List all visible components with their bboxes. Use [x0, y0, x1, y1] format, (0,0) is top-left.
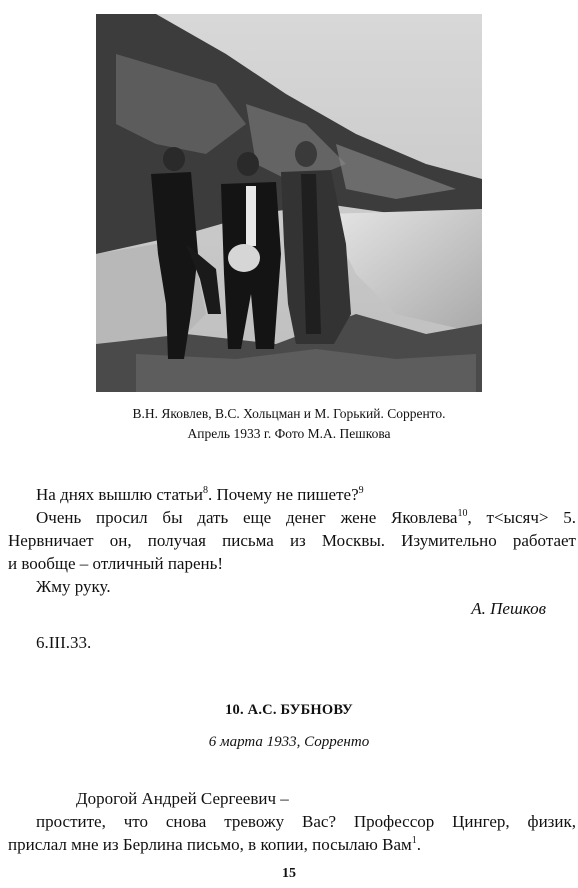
footnote-ref: 8 [202, 485, 208, 496]
signature: А. Пешков [471, 599, 546, 618]
letter-text: . Почему не пишете? [207, 485, 359, 504]
footnote-ref: 10 [457, 508, 468, 519]
footnote-ref: 9 [358, 485, 364, 496]
letter-text: На днях вышлю статьи [36, 485, 203, 504]
letter-line-1 [36, 484, 364, 506]
letter-text: Очень просил бы дать еще денег жене Яковлева [36, 508, 458, 527]
letter2-line-1: простите, что снова тревожу Вас? Профессор Цингер, физик, [36, 812, 576, 831]
letter-dateline: 6 марта 1933, Сорренто [208, 734, 370, 750]
photo-gorky-sorrento [96, 14, 482, 392]
photo-caption-line-2: Апрель 1933 г. Фото М.А. Пешкова [187, 426, 391, 441]
page-number: 15 [282, 866, 296, 881]
photo-caption-line-1: В.Н. Яковлев, В.С. Хольцман и М. Горький. Сорренто. [132, 406, 446, 421]
letter2-line-2 [8, 834, 421, 856]
letter-line-5: Жму руку. [36, 577, 111, 596]
letter-date: 6.III.33. [36, 633, 92, 652]
letter-heading: 10. А.С. БУБНОВУ [225, 702, 353, 718]
letter2-greeting: Дорогой Андрей Сергеевич – [76, 789, 289, 808]
letter-text: , т<ысяч> 5. [467, 508, 576, 527]
letter-text: прислал мне из Берлина письмо, в копии, посылаю Вам [8, 835, 412, 854]
letter-line-4: и вообще – отличный парень! [8, 554, 224, 573]
letter-line-2 [8, 507, 576, 529]
footnote-ref: 1 [411, 835, 417, 846]
letter-line-3: Нервничает он, получая письма из Москвы. Изумительно работает [8, 531, 576, 550]
photo-image [96, 14, 482, 392]
letter-text: . [416, 835, 421, 854]
